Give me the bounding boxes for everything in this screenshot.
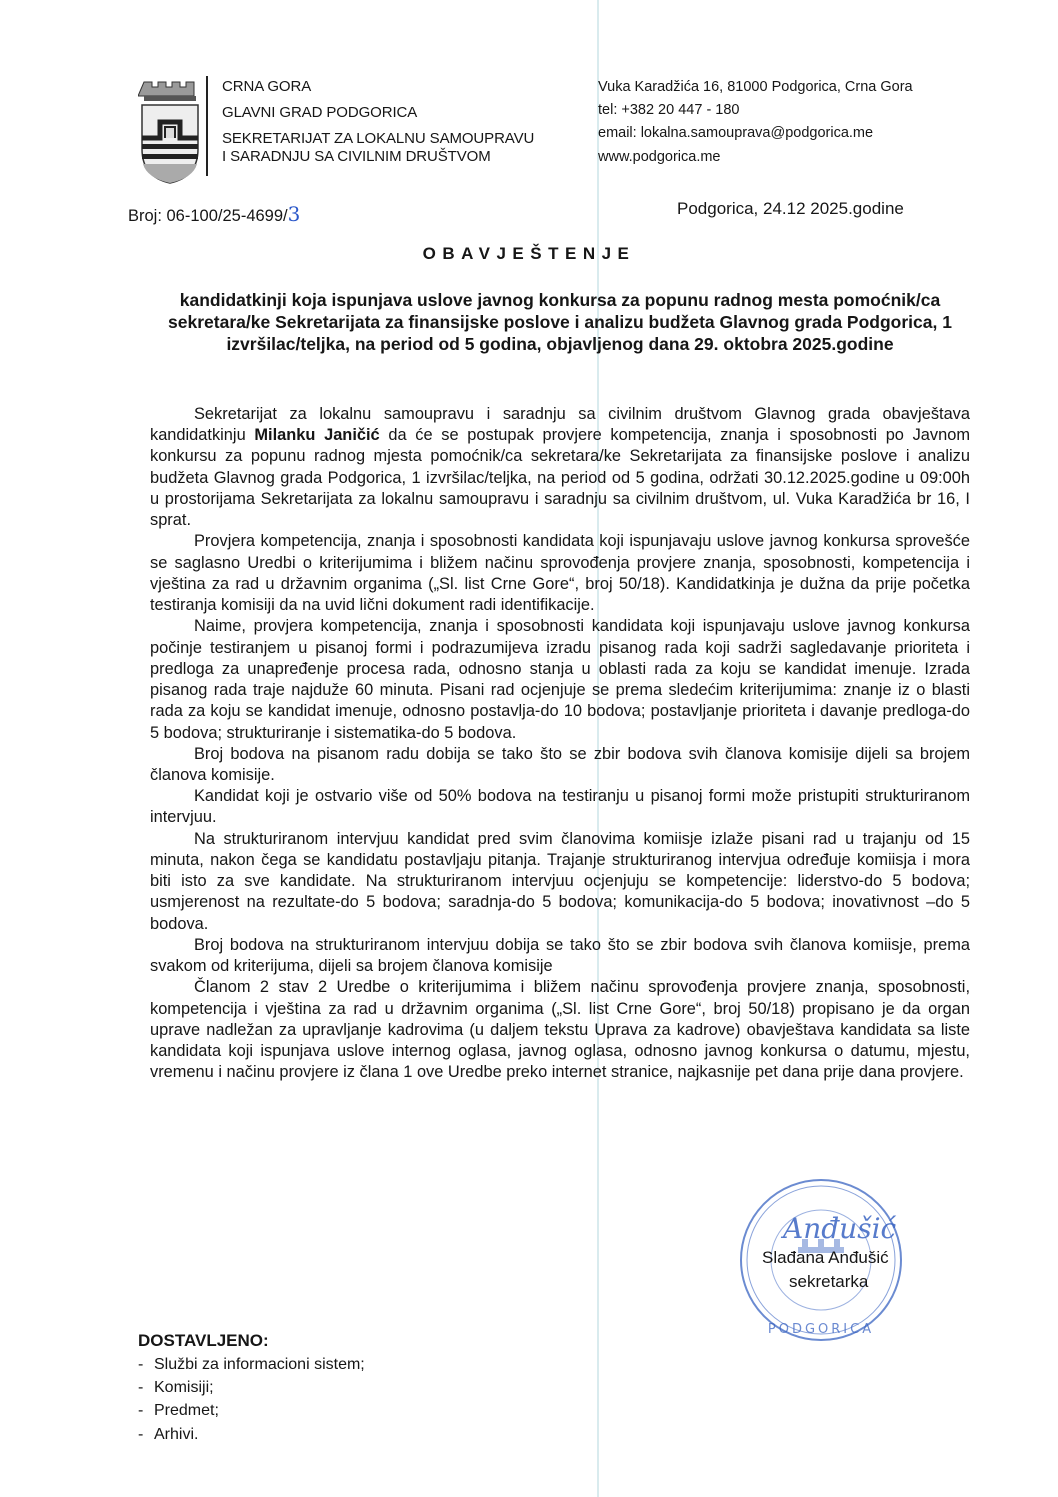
org-city: GLAVNI GRAD PODGORICA bbox=[222, 104, 418, 121]
reference-handwritten-digit: 3 bbox=[287, 202, 301, 226]
handwritten-signature: Anđušić bbox=[783, 1212, 897, 1245]
contact-email: email: lokalna.samouprava@podgorica.me bbox=[598, 125, 874, 142]
document-date: Podgorica, 24.12 2025.godine bbox=[677, 199, 904, 218]
header-divider bbox=[206, 76, 208, 176]
reference-number-text: Broj: 06-100/25-4699/ bbox=[128, 207, 288, 225]
distribution-item: - Službi za informacioni sistem; bbox=[138, 1356, 365, 1373]
paragraph-8: Članom 2 stav 2 Uredbe o kriterijumima i bližem načinu sprovođenja provjere znanja, sposobnosti, kompetencija i vještina za rad u državnim organima („Sl. list Crne Gore“, broj 50/18) propisano je da organ uprave nadležan za upravljanje kadrovima (u daljem tekstu Uprava za kadrove) obavještava kandidata sa liste kandidata koji ispunjava uslove internog oglasa, javnog oglasa, odnosno javnog konkursa o datumu, mjestu, vremenu i načinu provjere iz člana 1 ove Uredbe preko internet stranice, najkasnije pet dana prije dana provjere. bbox=[150, 978, 970, 1082]
paragraph-6: Na strukturiranom intervjuu kandidat pred svim članovima komiisje izlaže pisani rad u trajanju od 15 minuta, nakon čega se kandidatu postavljaju pitanja. Trajanje strukturiranog intervjua određuje komiisja i mora biti isto za sve kandidate. Na strukturiranom intervjuu ocjenjuju se kompetencije: liderstvo-do 5 bodova; usmjerenost na rezultate-do 5 bodova; saradnja-do 5 bodova; komunikacija-do 5 bodova; inovativnost –do 5 bodova. bbox=[150, 829, 970, 933]
coat-of-arms-icon bbox=[138, 78, 202, 186]
candidate-name: Milanku Janičić bbox=[254, 426, 380, 445]
contact-address: Vuka Karadžića 16, 81000 Podgorica, Crna Gora bbox=[598, 79, 913, 95]
contact-phone: tel: +382 20 447 - 180 bbox=[598, 102, 740, 119]
distribution-item-label: Arhivi. bbox=[154, 1425, 199, 1443]
paragraph-4: Broj bodova na pisanom radu dobija se tako što se zbir bodova svih članova komisije dijeli sa brojem članova komisije. bbox=[150, 744, 970, 784]
contact-block bbox=[598, 76, 913, 169]
distribution-list bbox=[138, 1331, 365, 1446]
org-department-line1: SEKRETARIJAT ZA LOKALNU SAMOUPRAVU bbox=[222, 130, 535, 147]
paragraph-1 bbox=[150, 404, 970, 531]
document-subject: kandidatkinji koja ispunjava uslove javnog konkursa za popunu radnog mesta pomoćnik/ca sekretara/ke Sekretarijata za finansijske poslove i analizu budžeta Glavnog grada Podgorica, 1 izvršilac/teljka, na period od 5 godina, objavljenog dana 29. oktobra 2025.godine bbox=[168, 290, 952, 355]
org-department-line2: I SARADNJU SA CIVILNIM DRUŠTVOM bbox=[222, 148, 491, 165]
distribution-item-label: Službi za informacioni sistem; bbox=[154, 1356, 365, 1373]
distribution-item: - Komisiji; bbox=[138, 1379, 214, 1397]
paragraph-2: Provjera kompetencija, znanja i sposobnosti kandidata koji ispunjavaju uslove javnog konkursa sprovešće se saglasno Uredbi o kriterijumima i bližem načinu sprovođenja provjere znanja, sposobnosti, kompetencija i vještina za rad u državnim organima („Sl. list Crne Gore“, broj 50/18). Kandidatkinja je dužna da prije početka testiranja komisiji da na uvid lični dokument radi identifikacije. bbox=[150, 532, 970, 615]
distribution-item: - Predmet; bbox=[138, 1402, 219, 1420]
paragraph-1-text-b: da će se postupak provjere kompetencija, znanja i sposobnosti po Javnom konkursu za popunu radnog mjesta pomoćnik/ca sekretara/ke Sekretarijata za finansijske poslove i analizu budžeta Glavnog grada Podgorica, 1 izvršilac/teljka, na period od 5 godina, održati 30.12.2025.godine u 09:00h u prostorijama Sekretarijata za lokalnu samoupravu i saradnju sa civilnim društvom, ul. Vuka Karadžića br 16, I sprat. bbox=[150, 426, 971, 530]
contact-website: www.podgorica.me bbox=[598, 148, 721, 165]
document-body bbox=[150, 404, 970, 1084]
distribution-item-label: Predmet; bbox=[154, 1402, 219, 1420]
organization-block bbox=[222, 78, 534, 166]
org-country: CRNA GORA bbox=[222, 78, 312, 95]
signatory-role: sekretarka bbox=[789, 1272, 869, 1291]
paragraph-3: Naime, provjera kompetencija, znanja i sposobnosti kandidata koji ispunjavaju uslove javnog konkursa počinje testiranjem u pisanoj formi i podrazumijeva izradu pisanog rada koji sadrži sagledavanje prioriteta i predloga za unapređenje procesa rada, odnosno stanja u oblasti rada za koju se kandidat imenuje. Izrada pisanog rada traje najduže 60 minuta. Pisani rad ocjenjuje se prema sledećim kriterijumima: znanje iz o blasti rada za koju se kandidat imenuje, odnosno postavlja-do 10 bodova; postavljanje prioriteta i davanje predloga-do 5 bodova; strukturiranje i sistematika-do 5 bodova. bbox=[150, 617, 970, 742]
paragraph-5: Kandidat koji je ostvario više od 50% bodova na testiranju u pisanoj formi može pristupiti strukturiranom intervjuu. bbox=[150, 787, 970, 827]
document-title: OBAVJEŠTENJE bbox=[422, 244, 636, 263]
reference-number bbox=[128, 202, 300, 226]
distribution-heading: DOSTAVLJENO: bbox=[138, 1331, 269, 1350]
paragraph-1-text-a: Sekretarijat za lokalnu samoupravu i saradnju sa civilnim društvom Glavnog grada obavještava kandidatkinju bbox=[150, 405, 970, 445]
stamp-city-text: PODGORICA bbox=[767, 1322, 875, 1337]
paragraph-7: Broj bodova na strukturiranom intervjuu dobija se tako što se zbir bodova svih članova komiisje, prema svakom od kriterijuma, dijeli sa brojem članova komisije bbox=[150, 935, 970, 976]
distribution-item-label: Komisiji; bbox=[154, 1379, 214, 1397]
distribution-item: - Arhivi. bbox=[138, 1425, 199, 1443]
signatory-name: Slađana Anđušić bbox=[762, 1248, 889, 1267]
